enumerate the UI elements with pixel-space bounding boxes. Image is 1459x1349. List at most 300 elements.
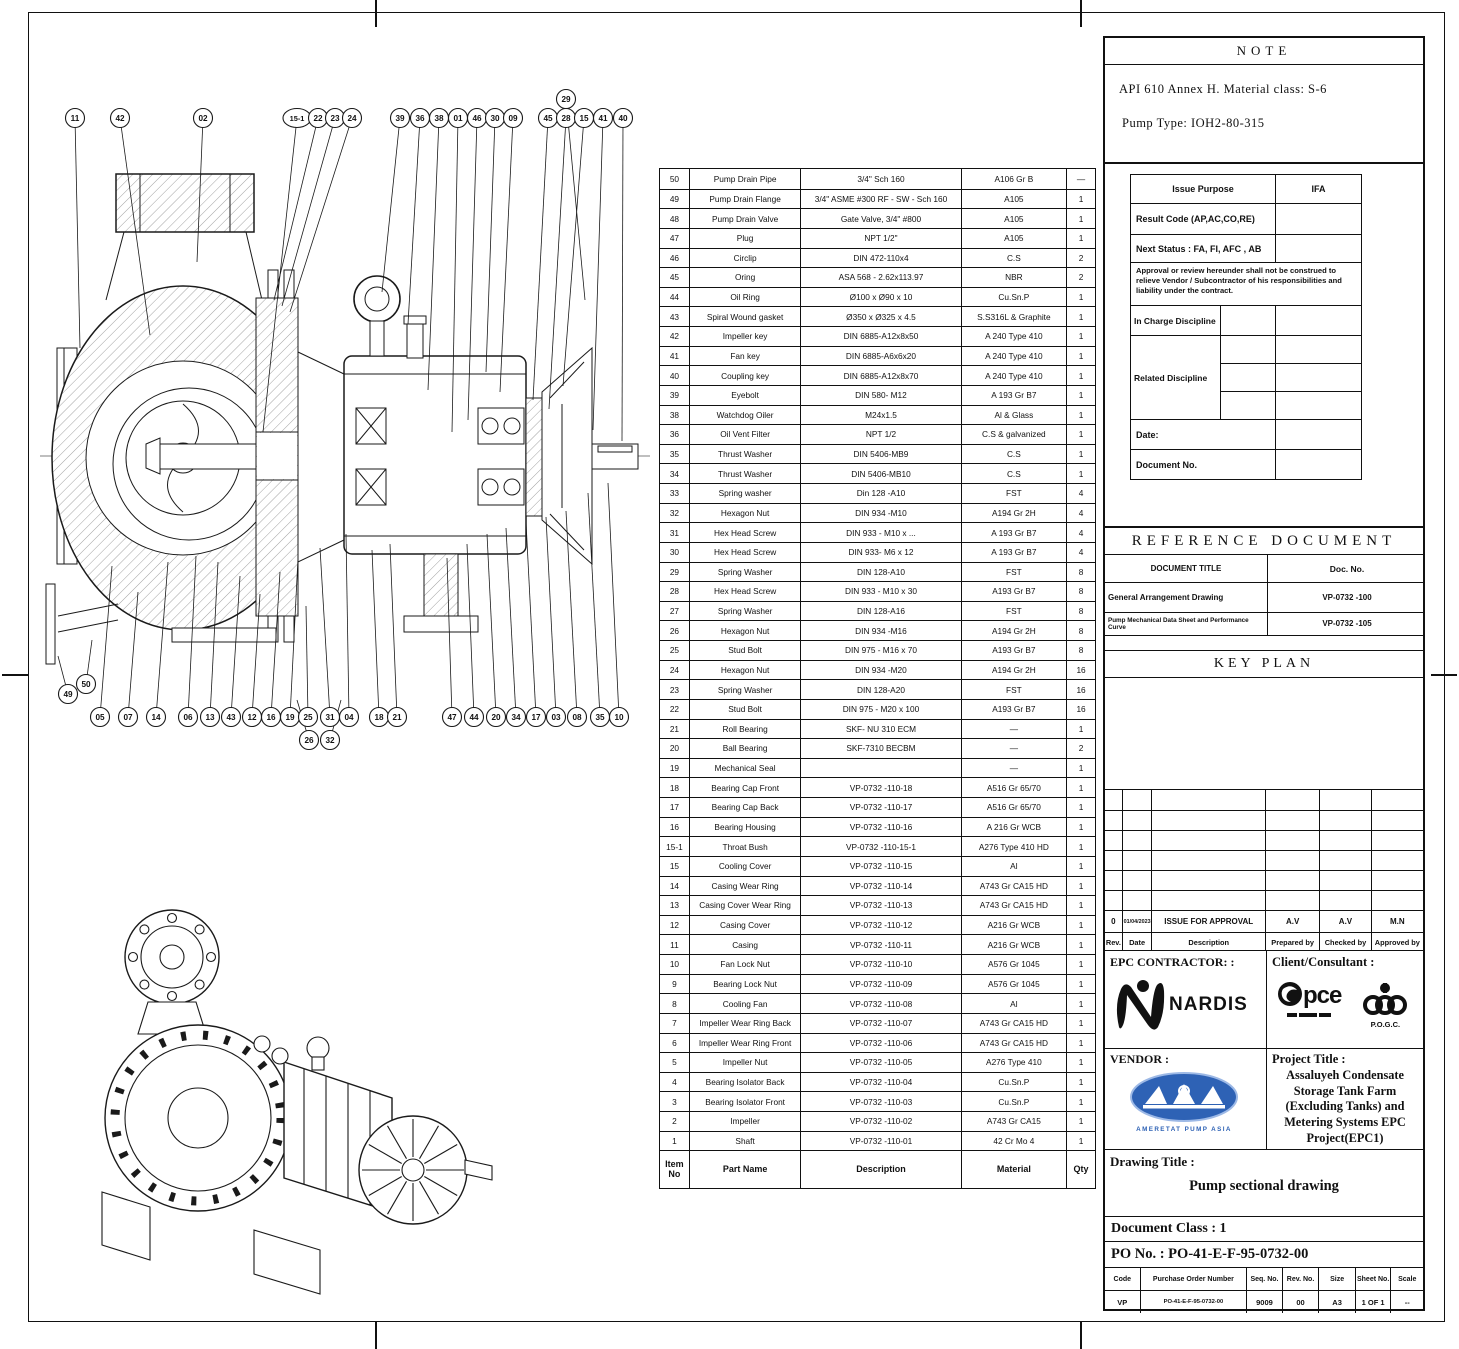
table-row xyxy=(660,405,1095,425)
table-cell: M24x1.5 xyxy=(801,406,961,425)
table-cell: 1 xyxy=(660,1132,690,1151)
table-cell: VP-0732 -110-04 xyxy=(801,1073,961,1092)
table-cell: VP-0732 -110-13 xyxy=(801,896,961,915)
table-cell: 4 xyxy=(1078,507,1084,518)
table-cell: 2 xyxy=(1078,743,1084,754)
related-cell xyxy=(1276,364,1361,392)
pump-isometric-drawing xyxy=(102,910,492,1294)
reference-title: REFERENCE DOCUMENT xyxy=(1105,528,1423,555)
table-cell: Casing Cover Wear Ring xyxy=(690,896,801,915)
project-line: Assaluyeh Condensate xyxy=(1286,1068,1404,1082)
revision-row xyxy=(1105,932,1423,951)
table-cell: 4 xyxy=(660,1073,690,1092)
note-line-1: API 610 Annex H. Material class: S-6 xyxy=(1119,82,1327,96)
pce-logo-bars xyxy=(1287,1013,1331,1017)
svg-text:49: 49 xyxy=(63,689,73,699)
table-cell: 6 xyxy=(660,1034,690,1053)
table-cell: — xyxy=(1076,173,1086,184)
table-cell: DIN 128-A10 xyxy=(801,563,961,582)
table-cell: DIN 934 -M20 xyxy=(801,661,961,680)
table-row xyxy=(660,365,1095,385)
table-cell: A743 Gr CA15 HD xyxy=(962,896,1068,915)
table-cell: Mechanical Seal xyxy=(690,759,801,778)
table-cell: VP-0732 -110-09 xyxy=(801,975,961,994)
table-cell: Impeller key xyxy=(690,327,801,346)
table-cell: 1 xyxy=(1078,802,1084,813)
table-cell: 8 xyxy=(1078,625,1084,636)
table-cell: Bearing Lock Nut xyxy=(690,975,801,994)
reference-row-title: General Arrangement Drawing xyxy=(1108,592,1224,602)
project-title-label: Project Title : xyxy=(1272,1052,1346,1066)
table-cell: Al xyxy=(962,857,1068,876)
svg-text:03: 03 xyxy=(551,712,561,722)
table-cell: VP-0732 -110-16 xyxy=(801,818,961,837)
table-cell: Eyebolt xyxy=(690,386,801,405)
table-cell: NBR xyxy=(962,268,1068,287)
balloon-12 xyxy=(243,594,262,727)
table-cell: Cooling Cover xyxy=(690,857,801,876)
table-cell: 14 xyxy=(660,877,690,896)
table-cell: A216 Gr WCB xyxy=(962,916,1068,935)
table-cell: DIN 6885-A6x6x20 xyxy=(801,347,961,366)
table-cell: VP-0732 -110-17 xyxy=(801,798,961,817)
balloon-20 xyxy=(487,534,506,727)
table-cell: 1 xyxy=(1078,1096,1084,1107)
table-cell: Spiral Wound gasket xyxy=(690,307,801,326)
table-cell: 25 xyxy=(660,641,690,660)
pump-drawings xyxy=(0,0,658,1349)
table-cell: FST xyxy=(962,563,1068,582)
table-cell: Bearing Housing xyxy=(690,818,801,837)
table-header-cell: Item No xyxy=(660,1151,690,1188)
table-row xyxy=(660,993,1095,1013)
revision-cell: A.V xyxy=(1319,911,1370,932)
revision-cell xyxy=(1265,851,1319,870)
table-row xyxy=(660,601,1095,621)
table-cell: Cooling Fan xyxy=(690,994,801,1013)
table-cell: Cu.Sn.P xyxy=(962,1092,1068,1111)
table-cell: 1 xyxy=(1078,1057,1084,1068)
table-cell: DIN 5406-MB9 xyxy=(801,445,961,464)
table-cell: 8 xyxy=(660,994,690,1013)
table-cell: DIN 933- M6 x 12 xyxy=(801,543,961,562)
table-cell: 1 xyxy=(1078,370,1084,381)
table-cell: 1 xyxy=(1078,390,1084,401)
revision-cell xyxy=(1122,871,1152,890)
table-cell: 42 xyxy=(660,327,690,346)
result-code-label: Result Code (AP,AC,CO,RE) xyxy=(1131,204,1276,234)
pce-logo-text: pce xyxy=(1303,982,1342,1009)
revision-cell xyxy=(1371,790,1423,810)
table-cell: A194 Gr 2H xyxy=(962,661,1068,680)
table-cell: Ø350 x Ø325 x 4.5 xyxy=(801,307,961,326)
table-cell: 1 xyxy=(1078,998,1084,1009)
svg-text:15-1: 15-1 xyxy=(289,113,305,123)
table-cell: Spring Washer xyxy=(690,680,801,699)
table-row xyxy=(660,620,1095,640)
revision-cell xyxy=(1265,790,1319,810)
title-block xyxy=(1103,36,1425,1311)
pogc-emblem-icon xyxy=(1363,981,1407,1019)
svg-text:36: 36 xyxy=(415,113,425,123)
svg-text:35: 35 xyxy=(595,712,605,722)
table-cell: 1 xyxy=(1078,213,1084,224)
table-row xyxy=(660,306,1095,326)
table-cell: A576 Gr 1045 xyxy=(962,955,1068,974)
footer-row xyxy=(1105,1290,1423,1313)
table-cell: DIN 128-A16 xyxy=(801,602,961,621)
revision-row xyxy=(1105,910,1423,932)
related-cell xyxy=(1221,364,1275,392)
table-cell: 27 xyxy=(660,602,690,621)
table-cell: A193 Gr B7 xyxy=(962,641,1068,660)
drawing-title-value: Pump sectional drawing xyxy=(1189,1178,1339,1194)
revision-cell xyxy=(1371,871,1423,890)
table-cell: Bearing Cap Back xyxy=(690,798,801,817)
table-cell: 16 xyxy=(660,818,690,837)
revision-row xyxy=(1105,790,1423,810)
revision-cell xyxy=(1122,891,1152,910)
table-cell: FST xyxy=(962,602,1068,621)
balloon-24 xyxy=(290,109,362,313)
balloon-40 xyxy=(614,109,633,442)
table-row xyxy=(660,699,1095,719)
table-cell: 13 xyxy=(660,896,690,915)
footer-cell: Rev. No. xyxy=(1282,1268,1319,1290)
table-cell: 2 xyxy=(1078,252,1084,263)
table-row xyxy=(660,228,1095,248)
table-cell: 8 xyxy=(1078,586,1084,597)
balloon-10 xyxy=(608,483,629,727)
table-cell: Casing Wear Ring xyxy=(690,877,801,896)
revision-cell xyxy=(1371,891,1423,910)
table-cell: Hex Head Screw xyxy=(690,543,801,562)
table-cell: 1 xyxy=(1078,292,1084,303)
revision-cell: M.N xyxy=(1371,911,1423,932)
reference-row-title: Pump Mechanical Data Sheet and Performance Curve xyxy=(1108,616,1249,631)
revision-cell: ISSUE FOR APPROVAL xyxy=(1151,911,1265,932)
table-cell: A 193 Gr B7 xyxy=(962,523,1068,542)
table-cell: A106 Gr B xyxy=(962,169,1068,189)
svg-text:06: 06 xyxy=(183,712,193,722)
table-cell: 4 xyxy=(1078,547,1084,558)
revision-row xyxy=(1105,850,1423,870)
table-cell: A276 Type 410 HD xyxy=(962,837,1068,856)
table-cell: Roll Bearing xyxy=(690,720,801,739)
svg-text:12: 12 xyxy=(247,712,257,722)
svg-text:41: 41 xyxy=(598,113,608,123)
svg-text:05: 05 xyxy=(95,712,105,722)
revision-cell xyxy=(1105,891,1122,910)
table-cell: 39 xyxy=(660,386,690,405)
balloon-41 xyxy=(593,109,613,431)
key-plan-box xyxy=(1105,678,1423,789)
table-row xyxy=(660,267,1095,287)
svg-text:40: 40 xyxy=(618,113,628,123)
note-line-2: Pump Type: IOH2-80-315 xyxy=(1122,116,1265,130)
table-cell: A193 Gr B7 xyxy=(962,582,1068,601)
svg-text:43: 43 xyxy=(226,712,236,722)
parts-list-table xyxy=(659,168,1096,1189)
revision-cell xyxy=(1319,831,1370,850)
table-cell: Impeller Wear Ring Back xyxy=(690,1014,801,1033)
table-cell: 8 xyxy=(1078,645,1084,656)
table-cell: A105 xyxy=(962,229,1068,248)
table-row xyxy=(660,424,1095,444)
reference-divider xyxy=(1267,555,1268,635)
table-cell: 19 xyxy=(660,759,690,778)
table-cell: 1 xyxy=(1078,409,1084,420)
reference-row-docno: VP-0732 -100 xyxy=(1322,592,1372,602)
table-cell: Casing xyxy=(690,935,801,954)
footer-cell: Purchase Order Number xyxy=(1140,1268,1247,1290)
in-charge-value xyxy=(1276,306,1361,335)
table-row xyxy=(660,640,1095,660)
balloon-18 xyxy=(370,550,389,727)
table-cell: DIN 933 - M10 x ... xyxy=(801,523,961,542)
table-row xyxy=(660,326,1095,346)
svg-text:01: 01 xyxy=(453,113,463,123)
table-cell: Al xyxy=(962,994,1068,1013)
table-row xyxy=(660,444,1095,464)
table-cell: 35 xyxy=(660,445,690,464)
table-cell: Circlip xyxy=(690,249,801,268)
table-row xyxy=(660,248,1095,268)
table-cell: S.S316L & Graphite xyxy=(962,307,1068,326)
table-cell: 16 xyxy=(1076,704,1086,715)
svg-text:38: 38 xyxy=(434,113,444,123)
table-cell: VP-0732 -110-03 xyxy=(801,1092,961,1111)
footer-cell: VP xyxy=(1117,1297,1128,1307)
table-cell: Hex Head Screw xyxy=(690,523,801,542)
table-cell: C.S & galvanized xyxy=(962,425,1068,444)
table-row xyxy=(660,503,1095,523)
table-cell: Din 128 -A10 xyxy=(801,484,961,503)
table-cell: VP-0732 -110-11 xyxy=(801,935,961,954)
table-cell: NPT 1/2" xyxy=(801,229,961,248)
table-cell: VP-0732 -110-12 xyxy=(801,916,961,935)
table-cell: NPT 1/2 xyxy=(801,425,961,444)
svg-text:28: 28 xyxy=(561,113,571,123)
table-row xyxy=(660,719,1095,739)
table-cell: 8 xyxy=(1078,606,1084,617)
table-cell: 41 xyxy=(660,347,690,366)
table-cell: Al & Glass xyxy=(962,406,1068,425)
svg-text:18: 18 xyxy=(374,712,384,722)
table-cell: Impeller Nut xyxy=(690,1053,801,1072)
svg-text:19: 19 xyxy=(285,712,295,722)
table-cell: A194 Gr 2H xyxy=(962,504,1068,523)
revision-cell xyxy=(1319,851,1370,870)
revision-cell: Date xyxy=(1122,933,1152,951)
footer-cell: A3 xyxy=(1318,1291,1355,1313)
table-cell: — xyxy=(962,720,1068,739)
footer-cell: Code xyxy=(1113,1275,1132,1283)
revision-cell: A.V xyxy=(1265,911,1319,932)
related-cell xyxy=(1221,392,1275,419)
issue-purpose-label: Issue Purpose xyxy=(1131,175,1276,203)
table-cell: VP-0732 -110-15 xyxy=(801,857,961,876)
footer-cell: PO-41-E-F-95-0732-00 xyxy=(1140,1291,1247,1313)
table-header-cell: Material xyxy=(962,1151,1068,1188)
table-cell: Hex Head Screw xyxy=(690,582,801,601)
revision-cell xyxy=(1371,831,1423,850)
svg-text:42: 42 xyxy=(115,113,125,123)
table-cell: — xyxy=(962,739,1068,758)
table-cell: 21 xyxy=(660,720,690,739)
bom-header-row xyxy=(660,1150,1095,1188)
table-cell: 16 xyxy=(1076,664,1086,675)
svg-text:15: 15 xyxy=(579,113,589,123)
table-cell: 30 xyxy=(660,543,690,562)
footer-row xyxy=(1105,1268,1423,1290)
revision-cell: Description xyxy=(1151,933,1265,951)
project-line: Project(EPC1) xyxy=(1306,1130,1384,1145)
table-cell: A743 Gr CA15 HD xyxy=(962,1034,1068,1053)
vendor-project-row xyxy=(1105,1049,1423,1150)
footer-cell: 1 OF 1 xyxy=(1355,1291,1391,1313)
balloon-04 xyxy=(340,534,359,727)
table-row xyxy=(660,1072,1095,1092)
table-row xyxy=(660,522,1095,542)
balloon-25 xyxy=(299,606,318,727)
table-row xyxy=(660,660,1095,680)
table-cell: Spring washer xyxy=(690,484,801,503)
table-cell: DIN 975 - M16 x 70 xyxy=(801,641,961,660)
table-cell: VP-0732 -110-05 xyxy=(801,1053,961,1072)
table-cell: 1 xyxy=(1078,429,1084,440)
table-cell: Pump Drain Flange xyxy=(690,190,801,209)
table-cell: A105 xyxy=(962,190,1068,209)
table-cell: 48 xyxy=(660,209,690,228)
table-cell: 32 xyxy=(660,504,690,523)
balloon-21 xyxy=(388,544,407,727)
table-row xyxy=(660,974,1095,994)
revision-cell xyxy=(1265,871,1319,890)
drawing-title-box xyxy=(1105,1150,1423,1217)
table-cell: A194 Gr 2H xyxy=(962,621,1068,640)
reference-header-docno: Doc. No. xyxy=(1329,563,1365,574)
company-row xyxy=(1105,950,1423,1049)
table-cell: VP-0732 -110-14 xyxy=(801,877,961,896)
table-header-cell: Qty xyxy=(1073,1163,1089,1174)
revision-cell xyxy=(1105,811,1122,830)
table-cell: 1 xyxy=(1078,821,1084,832)
balloon-36 xyxy=(408,109,430,325)
table-row xyxy=(660,1091,1095,1111)
table-cell: 34 xyxy=(660,464,690,483)
table-cell: 44 xyxy=(660,288,690,307)
table-cell: 12 xyxy=(660,916,690,935)
svg-text:44: 44 xyxy=(469,712,479,722)
table-row xyxy=(660,856,1095,876)
table-row xyxy=(660,876,1095,896)
revision-cell xyxy=(1151,790,1265,810)
svg-text:50: 50 xyxy=(81,679,91,689)
svg-text:09: 09 xyxy=(508,113,518,123)
table-cell: 1 xyxy=(1078,311,1084,322)
revision-table xyxy=(1105,789,1423,951)
pce-logo xyxy=(1277,981,1341,1017)
table-cell: FST xyxy=(962,484,1068,503)
table-cell: 1 xyxy=(1078,331,1084,342)
table-cell: Pump Drain Valve xyxy=(690,209,801,228)
next-status-label: Next Status : FA, FI, AFC , AB xyxy=(1131,235,1276,262)
footer-table xyxy=(1105,1268,1423,1313)
table-row xyxy=(660,463,1095,483)
table-cell: 8 xyxy=(1078,566,1084,577)
revision-cell xyxy=(1151,831,1265,850)
svg-text:46: 46 xyxy=(472,113,482,123)
table-cell: VP-0732 -110-10 xyxy=(801,955,961,974)
svg-text:21: 21 xyxy=(392,712,402,722)
table-cell: 3 xyxy=(660,1092,690,1111)
table-cell: Cu.Sn.P xyxy=(962,1073,1068,1092)
table-cell: DIN 934 -M16 xyxy=(801,621,961,640)
svg-text:45: 45 xyxy=(543,113,553,123)
table-cell: Impeller xyxy=(690,1112,801,1131)
vendor-label: VENDOR : xyxy=(1110,1052,1169,1066)
table-cell: 50 xyxy=(660,169,690,189)
footer-cell: Seq. No. xyxy=(1246,1268,1282,1290)
project-line: Metering Systems EPC xyxy=(1284,1115,1406,1130)
table-cell: 1 xyxy=(1078,861,1084,872)
zone-tick xyxy=(1431,674,1457,676)
zone-tick xyxy=(1080,1322,1082,1349)
revision-row xyxy=(1105,830,1423,850)
table-cell: 22 xyxy=(660,700,690,719)
table-cell: 5 xyxy=(660,1053,690,1072)
table-cell: Pump Drain Pipe xyxy=(690,169,801,189)
pce-emblem-icon xyxy=(1277,981,1303,1011)
table-row xyxy=(660,954,1095,974)
table-cell: 49 xyxy=(660,190,690,209)
table-cell: 3/4" ASME #300 RF - SW - Sch 160 xyxy=(801,190,961,209)
svg-text:32: 32 xyxy=(325,735,335,745)
table-cell: 15-1 xyxy=(660,837,690,856)
svg-text:13: 13 xyxy=(205,712,215,722)
po-number: PO No. : PO-41-E-F-95-0732-00 xyxy=(1105,1242,1423,1268)
revision-row xyxy=(1105,870,1423,890)
balloon-11 xyxy=(66,109,85,349)
table-row xyxy=(660,208,1095,228)
table-row xyxy=(660,895,1095,915)
revision-cell xyxy=(1265,811,1319,830)
table-cell: 26 xyxy=(660,621,690,640)
table-cell: 24 xyxy=(660,661,690,680)
revision-cell xyxy=(1151,871,1265,890)
table-cell xyxy=(801,759,961,778)
pogc-logo xyxy=(1363,981,1407,1029)
balloon-30 xyxy=(486,109,505,373)
table-cell: — xyxy=(962,759,1068,778)
table-cell: A516 Gr 65/70 xyxy=(962,778,1068,797)
table-cell: 9 xyxy=(660,975,690,994)
table-cell: A516 Gr 65/70 xyxy=(962,798,1068,817)
note-title: NOTE xyxy=(1105,38,1423,65)
revision-cell: Approved by xyxy=(1371,933,1423,951)
table-cell: A105 xyxy=(962,209,1068,228)
balloon-03 xyxy=(546,517,566,727)
revision-cell xyxy=(1105,831,1122,850)
table-cell: 11 xyxy=(660,935,690,954)
table-row xyxy=(660,934,1095,954)
svg-text:16: 16 xyxy=(266,712,276,722)
table-cell: 1 xyxy=(1078,939,1084,950)
table-cell: A216 Gr WCB xyxy=(962,935,1068,954)
table-cell: FST xyxy=(962,680,1068,699)
table-row xyxy=(660,777,1095,797)
